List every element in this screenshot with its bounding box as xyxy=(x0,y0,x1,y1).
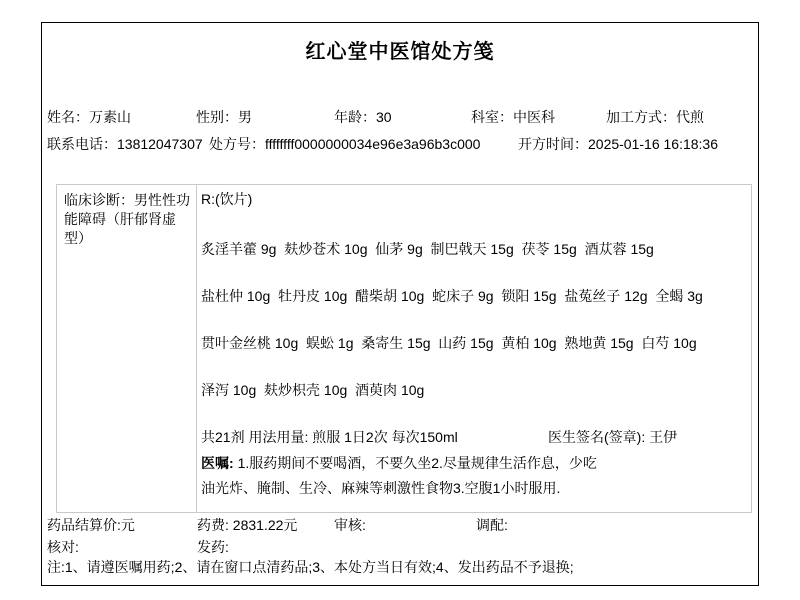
patient-name-value: 万素山 xyxy=(89,109,131,125)
prescription-time-label: 开方时间： xyxy=(518,136,588,152)
fee-label: 药费: xyxy=(197,517,233,533)
herb-line: 贯叶金丝桃 10g 蜈蚣 1g 桑寄生 15g 山药 15g 黄柏 10g 熟地黄 15g 白芍 10g xyxy=(201,335,697,351)
doctor-signature-value: 王伊 xyxy=(649,429,678,445)
fee-field xyxy=(197,517,297,533)
diagnosis-value: 男性性功能障碍（肝郁肾虚型） xyxy=(64,192,190,246)
dispense-field: 调配: xyxy=(476,517,508,533)
herb-line: 盐杜仲 10g 牡丹皮 10g 醋柴胡 10g 蛇床子 9g 锁阳 15g 盐菟丝子 12g 全蝎 3g xyxy=(201,288,703,304)
patient-name-field xyxy=(47,109,131,125)
herb-line: 炙淫羊藿 9g 麸炒苍术 10g 仙茅 9g 制巴戟天 15g 茯苓 15g 酒苁蓉 15g xyxy=(201,241,654,257)
phone-value: 13812047307 xyxy=(117,136,203,152)
patient-age-label: 年龄： xyxy=(334,109,376,125)
patient-gender-value: 男 xyxy=(238,109,252,125)
prescription-number-field xyxy=(209,136,480,152)
review-field: 审核: xyxy=(334,517,366,533)
medical-advice-label: 医嘱: xyxy=(201,455,238,471)
department-value: 中医科 xyxy=(513,109,555,125)
prescription-number-value: ffffffff0000000034e96e3a96b3c000 xyxy=(265,136,481,152)
phone-field xyxy=(47,136,203,152)
check-field: 核对: xyxy=(47,539,79,555)
usage-row xyxy=(201,429,741,445)
phone-label: 联系电话： xyxy=(47,136,117,152)
settlement-price-value: 元 xyxy=(120,517,135,533)
processing-method-field xyxy=(606,109,704,125)
usage-line: 共21剂 用法用量: 煎服 1日2次 每次150ml xyxy=(201,429,458,445)
patient-gender-field xyxy=(196,109,252,125)
medical-advice-text: 1.服药期间不要喝酒，不要久坐2.尽量规律生活作息，少吃油光炸、腌制、生冷、麻辣等刺激性食物3.空腹1小时服用. xyxy=(201,455,597,496)
herb-line: 泽泻 10g 麸炒枳壳 10g 酒萸肉 10g xyxy=(201,382,425,398)
settlement-price-label: 药品结算价: xyxy=(47,517,121,533)
rp-label: R:(饮片) xyxy=(201,191,253,207)
department-field xyxy=(471,109,555,125)
settlement-price-field xyxy=(47,517,135,533)
prescription-box xyxy=(56,184,752,513)
prescription-time-value: 2025-01-16 16:18:36 xyxy=(588,136,718,152)
patient-gender-label: 性别： xyxy=(196,109,238,125)
fee-value: 2831.22元 xyxy=(232,517,298,533)
prescription-form xyxy=(41,22,759,586)
issue-field: 发药: xyxy=(197,539,229,555)
form-title: 红心堂中医馆处方笺 xyxy=(305,41,495,63)
prescription-number-label: 处方号： xyxy=(209,136,265,152)
patient-age-field xyxy=(334,109,392,125)
diagnosis-label: 临床诊断： xyxy=(64,192,134,208)
diagnosis-cell xyxy=(57,185,197,512)
processing-method-label: 加工方式： xyxy=(606,109,676,125)
patient-name-label: 姓名： xyxy=(47,109,89,125)
prescription-time-field xyxy=(518,136,718,152)
processing-method-value: 代煎 xyxy=(676,109,704,125)
rx-cell xyxy=(197,185,751,512)
medical-advice xyxy=(201,451,607,501)
department-label: 科室： xyxy=(471,109,513,125)
doctor-signature xyxy=(548,429,677,445)
note-line: 注:1、请遵医嘱用药;2、请在窗口点清药品;3、本处方当日有效;4、发出药品不予退换; xyxy=(47,559,574,575)
patient-age-value: 30 xyxy=(376,109,392,125)
doctor-signature-label: 医生签名(签章): xyxy=(548,429,650,445)
